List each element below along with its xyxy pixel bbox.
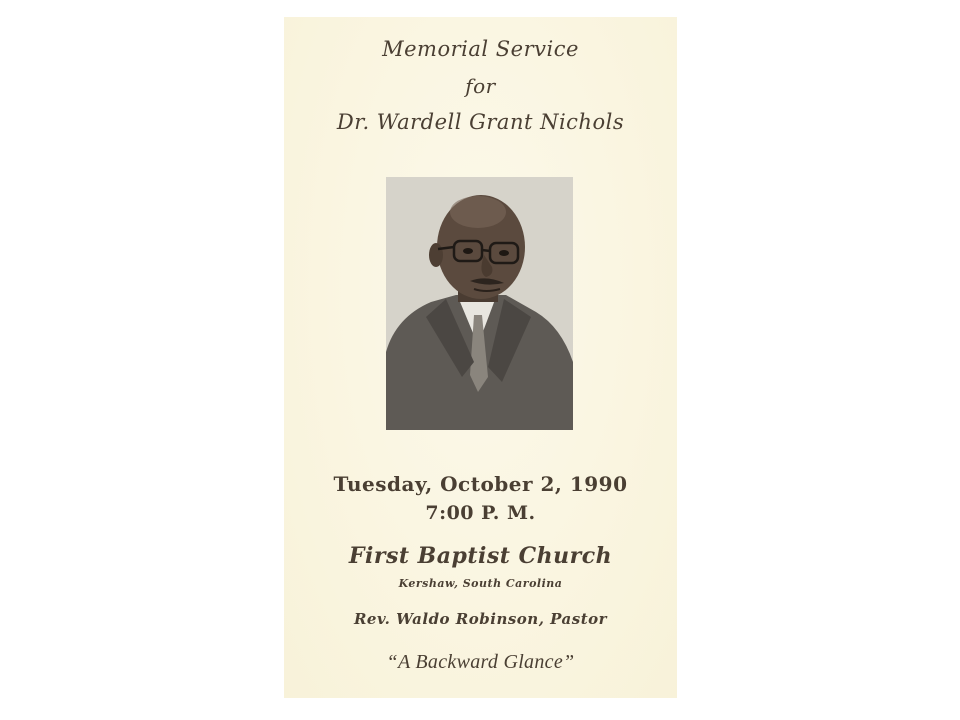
heading-honoree-name: Dr. Wardell Grant Nichols: [336, 110, 625, 134]
church-location: Kershaw, South Carolina: [398, 577, 563, 590]
program-theme: “A Backward Glance”: [386, 651, 575, 673]
portrait-photo-icon: [386, 177, 573, 430]
service-time: 7:00 P. M.: [425, 502, 536, 524]
heading-for: for: [465, 74, 496, 98]
portrait-photo: [386, 177, 573, 430]
pastor-name: Rev. Waldo Robinson, Pastor: [353, 610, 608, 628]
memorial-program: [284, 17, 677, 698]
service-date: Tuesday, October 2, 1990: [333, 472, 628, 496]
church-name: First Baptist Church: [348, 543, 613, 569]
heading-memorial-service: Memorial Service: [382, 37, 579, 61]
